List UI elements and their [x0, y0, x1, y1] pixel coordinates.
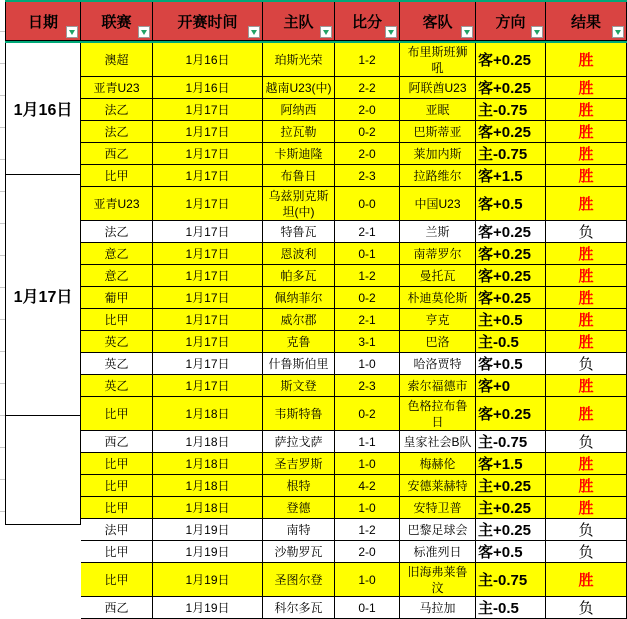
league-cell[interactable]: 比甲 [81, 541, 153, 562]
header-cell-date[interactable] [5, 2, 81, 40]
header-row [5, 2, 627, 41]
header-cell-league[interactable] [81, 2, 153, 40]
home-team-cell[interactable]: 布鲁日 [263, 165, 335, 186]
score-cell[interactable]: 2-3 [335, 375, 400, 396]
result-cell[interactable]: 胜 [546, 331, 627, 352]
left-gutter [0, 0, 5, 525]
match-row [81, 243, 627, 265]
score-cell[interactable]: 1-2 [335, 43, 400, 76]
match-row [81, 99, 627, 121]
kickoff-time-cell[interactable]: 1月17日 [153, 265, 263, 286]
score-cell[interactable]: 2-0 [335, 99, 400, 120]
kickoff-time-cell[interactable]: 1月17日 [153, 165, 263, 186]
home-team-cell[interactable]: 斯文登 [263, 375, 335, 396]
score-cell[interactable]: 2-0 [335, 143, 400, 164]
kickoff-time-cell[interactable]: 1月17日 [153, 221, 263, 242]
result-cell[interactable]: 负 [546, 519, 627, 540]
header-cell-away[interactable] [400, 2, 476, 40]
away-team-cell-line: 布里斯班狮 [407, 45, 468, 59]
score-cell[interactable]: 0-1 [335, 597, 400, 618]
score-cell[interactable]: 2-1 [335, 309, 400, 330]
league-cell[interactable]: 意乙 [81, 265, 153, 286]
handicap-direction-cell[interactable]: 主-0.75 [476, 143, 546, 164]
match-row [81, 265, 627, 287]
league-cell[interactable]: 西乙 [81, 431, 153, 452]
score-cell[interactable]: 2-2 [335, 77, 400, 98]
filter-dropdown-icon[interactable] [385, 26, 397, 38]
result-cell[interactable]: 胜 [546, 497, 627, 518]
kickoff-time-cell[interactable]: 1月17日 [153, 243, 263, 264]
away-team-cell[interactable]: 阿联酋U23 [400, 77, 476, 98]
kickoff-time-cell[interactable]: 1月18日 [153, 475, 263, 496]
handicap-direction-cell[interactable]: 客+1.5 [476, 165, 546, 186]
away-team-cell[interactable]: 中国U23 [400, 187, 476, 220]
result-cell[interactable]: 胜 [546, 165, 627, 186]
kickoff-time-cell[interactable]: 1月17日 [153, 331, 263, 352]
score-cell[interactable]: 0-2 [335, 121, 400, 142]
match-row [81, 165, 627, 187]
score-cell[interactable]: 1-1 [335, 431, 400, 452]
kickoff-time-cell[interactable]: 1月19日 [153, 597, 263, 618]
match-row [81, 563, 627, 597]
league-cell[interactable]: 西乙 [81, 597, 153, 618]
date-group-label: 1月16日 [13, 102, 73, 120]
handicap-direction-cell[interactable]: 主+0.5 [476, 309, 546, 330]
score-cell[interactable]: 1-0 [335, 453, 400, 474]
match-row [81, 475, 627, 497]
handicap-direction-cell[interactable]: 主-0.5 [476, 331, 546, 352]
away-team-cell[interactable]: 曼托瓦 [400, 265, 476, 286]
kickoff-time-cell[interactable]: 1月17日 [153, 143, 263, 164]
home-team-cell[interactable]: 什鲁斯伯里 [263, 353, 335, 374]
header-label-date: 日期 [27, 13, 58, 31]
handicap-direction-cell[interactable]: 客+0.25 [476, 243, 546, 264]
date-group-cell[interactable] [5, 175, 81, 416]
league-cell[interactable]: 澳超 [81, 43, 153, 76]
result-cell[interactable]: 胜 [546, 309, 627, 330]
league-cell[interactable]: 比甲 [81, 453, 153, 474]
header-cell-direction[interactable] [476, 2, 546, 40]
match-row [81, 541, 627, 563]
away-team-cell[interactable]: 巴斯蒂亚 [400, 121, 476, 142]
home-team-cell[interactable]: 科尔多瓦 [263, 597, 335, 618]
handicap-direction-cell[interactable]: 客+0.25 [476, 397, 546, 430]
match-row [81, 221, 627, 243]
kickoff-time-cell[interactable]: 1月17日 [153, 187, 263, 220]
chevron-down-icon [323, 30, 329, 35]
date-column [5, 43, 81, 525]
match-row [81, 187, 627, 221]
match-row [81, 353, 627, 375]
match-row [81, 121, 627, 143]
handicap-direction-cell[interactable]: 主+0.25 [476, 519, 546, 540]
match-row [81, 397, 627, 431]
league-cell[interactable]: 法乙 [81, 99, 153, 120]
score-cell[interactable]: 2-3 [335, 165, 400, 186]
away-team-cell[interactable] [400, 43, 476, 76]
handicap-direction-cell[interactable]: 主-0.75 [476, 431, 546, 452]
home-team-cell[interactable]: 萨拉戈萨 [263, 431, 335, 452]
away-team-cell-line: 色格拉布鲁 [407, 399, 468, 413]
result-cell[interactable]: 胜 [546, 143, 627, 164]
home-team-cell[interactable]: 克鲁 [263, 331, 335, 352]
header-label-direction: 方向 [495, 13, 526, 31]
match-row [81, 431, 627, 453]
handicap-direction-cell[interactable]: 客+0.25 [476, 265, 546, 286]
league-cell[interactable]: 法乙 [81, 221, 153, 242]
filter-dropdown-icon[interactable] [612, 26, 624, 38]
away-team-cell[interactable]: 标准列日 [400, 541, 476, 562]
away-team-cell-line: 日 [431, 415, 444, 429]
header-cell-result[interactable] [546, 2, 627, 40]
chevron-down-icon [251, 30, 257, 35]
score-cell[interactable]: 1-2 [335, 519, 400, 540]
result-cell[interactable]: 胜 [546, 121, 627, 142]
result-cell[interactable]: 胜 [546, 43, 627, 76]
filter-dropdown-icon[interactable] [320, 26, 332, 38]
league-cell[interactable]: 西乙 [81, 143, 153, 164]
away-team-cell-line: 吼 [431, 61, 444, 75]
home-team-cell-line: 坦(中) [282, 205, 315, 219]
league-cell[interactable]: 比甲 [81, 397, 153, 430]
home-team-cell[interactable]: 威尔郡 [263, 309, 335, 330]
league-cell[interactable]: 比甲 [81, 309, 153, 330]
home-team-cell[interactable]: 圣吉罗斯 [263, 453, 335, 474]
match-row [81, 143, 627, 165]
header-label-result: 结果 [570, 13, 601, 31]
chevron-down-icon [388, 30, 394, 35]
league-cell[interactable]: 法甲 [81, 519, 153, 540]
away-team-cell[interactable]: 梅赫伦 [400, 453, 476, 474]
match-row [81, 77, 627, 99]
score-cell[interactable]: 2-0 [335, 541, 400, 562]
away-team-cell[interactable]: 南蒂罗尔 [400, 243, 476, 264]
handicap-direction-cell[interactable]: 客+0.25 [476, 221, 546, 242]
header-cell-score[interactable] [335, 2, 400, 40]
away-team-cell-line: 旧海弗莱鲁 [407, 565, 468, 579]
header-label-home: 主队 [283, 13, 314, 31]
league-cell[interactable]: 比甲 [81, 165, 153, 186]
score-cell[interactable]: 3-1 [335, 331, 400, 352]
away-team-cell[interactable]: 皇家社会B队 [400, 431, 476, 452]
away-team-cell[interactable] [400, 397, 476, 430]
away-team-cell[interactable]: 马拉加 [400, 597, 476, 618]
away-team-cell[interactable]: 兰斯 [400, 221, 476, 242]
result-cell[interactable]: 胜 [546, 453, 627, 474]
score-cell[interactable]: 2-1 [335, 221, 400, 242]
header-label-away: 客队 [422, 13, 453, 31]
home-team-cell[interactable]: 卡斯迪隆 [263, 143, 335, 164]
result-cell[interactable]: 胜 [546, 77, 627, 98]
league-cell[interactable]: 亚青U23 [81, 187, 153, 220]
kickoff-time-cell[interactable]: 1月17日 [153, 99, 263, 120]
header-label-score: 比分 [351, 13, 382, 31]
filter-dropdown-icon[interactable] [66, 26, 78, 38]
home-team-cell[interactable]: 佩纳菲尔 [263, 287, 335, 308]
away-team-cell[interactable]: 莱加内斯 [400, 143, 476, 164]
home-team-cell[interactable]: 帕多瓦 [263, 265, 335, 286]
league-cell[interactable]: 比甲 [81, 475, 153, 496]
away-team-cell[interactable]: 巴黎足球会 [400, 519, 476, 540]
score-cell[interactable]: 4-2 [335, 475, 400, 496]
score-cell[interactable]: 1-0 [335, 353, 400, 374]
home-team-cell[interactable]: 圣图尔登 [263, 563, 335, 596]
handicap-direction-cell[interactable]: 主+0.25 [476, 475, 546, 496]
handicap-direction-cell[interactable]: 主-0.5 [476, 597, 546, 618]
home-team-cell[interactable]: 南特 [263, 519, 335, 540]
home-team-cell[interactable]: 珀斯光荣 [263, 43, 335, 76]
home-team-cell[interactable]: 恩波利 [263, 243, 335, 264]
handicap-direction-cell[interactable]: 客+0.5 [476, 353, 546, 374]
result-cell[interactable]: 负 [546, 431, 627, 452]
result-cell[interactable]: 胜 [546, 243, 627, 264]
score-cell[interactable]: 1-2 [335, 265, 400, 286]
header-label-time: 开赛时间 [177, 13, 238, 31]
away-team-cell[interactable]: 安德莱赫特 [400, 475, 476, 496]
away-team-cell[interactable]: 亚眠 [400, 99, 476, 120]
chevron-down-icon [464, 30, 470, 35]
score-cell[interactable]: 0-0 [335, 187, 400, 220]
score-cell[interactable]: 0-2 [335, 287, 400, 308]
home-team-cell[interactable]: 特鲁瓦 [263, 221, 335, 242]
league-cell[interactable]: 英乙 [81, 353, 153, 374]
handicap-direction-cell[interactable]: 主+0.25 [476, 497, 546, 518]
result-cell[interactable]: 胜 [546, 187, 627, 220]
handicap-direction-cell[interactable]: 客+1.5 [476, 453, 546, 474]
league-cell[interactable]: 葡甲 [81, 287, 153, 308]
result-cell[interactable]: 负 [546, 597, 627, 618]
match-row [81, 497, 627, 519]
result-cell[interactable]: 胜 [546, 99, 627, 120]
handicap-direction-cell[interactable]: 客+0.25 [476, 43, 546, 76]
handicap-direction-cell[interactable]: 客+0.25 [476, 77, 546, 98]
league-cell[interactable]: 比甲 [81, 563, 153, 596]
result-cell[interactable]: 负 [546, 541, 627, 562]
kickoff-time-cell[interactable]: 1月17日 [153, 309, 263, 330]
kickoff-time-cell[interactable]: 1月18日 [153, 431, 263, 452]
filter-dropdown-icon[interactable] [138, 26, 150, 38]
kickoff-time-cell[interactable]: 1月19日 [153, 541, 263, 562]
date-group-label: 1月17日 [13, 288, 73, 306]
filter-dropdown-icon[interactable] [531, 26, 543, 38]
kickoff-time-cell[interactable]: 1月18日 [153, 453, 263, 474]
header-cell-home[interactable] [263, 2, 335, 40]
match-row [81, 375, 627, 397]
match-row [81, 287, 627, 309]
away-team-cell[interactable]: 亨克 [400, 309, 476, 330]
match-row [81, 597, 627, 619]
home-team-cell[interactable]: 韦斯特鲁 [263, 397, 335, 430]
filter-dropdown-icon[interactable] [461, 26, 473, 38]
kickoff-time-cell[interactable]: 1月16日 [153, 43, 263, 76]
chevron-down-icon [534, 30, 540, 35]
handicap-direction-cell[interactable]: 主-0.75 [476, 99, 546, 120]
handicap-direction-cell[interactable]: 客+0 [476, 375, 546, 396]
handicap-direction-cell[interactable]: 主-0.75 [476, 563, 546, 596]
away-team-cell[interactable]: 索尔福德市 [400, 375, 476, 396]
away-team-cell[interactable]: 安特卫普 [400, 497, 476, 518]
handicap-direction-cell[interactable]: 客+0.5 [476, 541, 546, 562]
away-team-cell-line: 汶 [431, 581, 444, 595]
league-cell[interactable]: 英乙 [81, 331, 153, 352]
score-cell[interactable]: 1-0 [335, 497, 400, 518]
handicap-direction-cell[interactable]: 客+0.25 [476, 287, 546, 308]
kickoff-time-cell[interactable]: 1月18日 [153, 397, 263, 430]
match-row [81, 331, 627, 353]
home-team-cell[interactable]: 登德 [263, 497, 335, 518]
score-cell[interactable]: 1-0 [335, 563, 400, 596]
away-team-cell[interactable]: 哈洛贾特 [400, 353, 476, 374]
kickoff-time-cell[interactable]: 1月19日 [153, 519, 263, 540]
away-team-cell[interactable] [400, 563, 476, 596]
away-team-cell[interactable]: 朴迪莫伦斯 [400, 287, 476, 308]
result-cell[interactable]: 胜 [546, 563, 627, 596]
away-team-cell[interactable]: 拉路维尔 [400, 165, 476, 186]
league-cell[interactable]: 意乙 [81, 243, 153, 264]
handicap-direction-cell[interactable]: 客+0.25 [476, 121, 546, 142]
kickoff-time-cell[interactable]: 1月18日 [153, 497, 263, 518]
match-row [81, 309, 627, 331]
league-cell[interactable]: 法乙 [81, 121, 153, 142]
match-row [81, 453, 627, 475]
home-team-cell[interactable] [263, 187, 335, 220]
result-cell[interactable]: 胜 [546, 265, 627, 286]
result-cell[interactable]: 负 [546, 221, 627, 242]
header-label-league: 联赛 [101, 13, 132, 31]
match-row [81, 519, 627, 541]
kickoff-time-cell[interactable]: 1月17日 [153, 353, 263, 374]
kickoff-time-cell[interactable]: 1月17日 [153, 287, 263, 308]
match-row [81, 43, 627, 77]
filter-dropdown-icon[interactable] [248, 26, 260, 38]
table-body [5, 43, 627, 617]
result-cell[interactable]: 负 [546, 353, 627, 374]
kickoff-time-cell[interactable]: 1月16日 [153, 77, 263, 98]
header-cell-time[interactable] [153, 2, 263, 40]
kickoff-time-cell[interactable]: 1月17日 [153, 375, 263, 396]
away-team-cell[interactable]: 巴洛 [400, 331, 476, 352]
result-cell[interactable]: 胜 [546, 475, 627, 496]
chevron-down-icon [615, 30, 621, 35]
league-cell[interactable]: 比甲 [81, 497, 153, 518]
chevron-down-icon [69, 30, 75, 35]
result-cell[interactable]: 胜 [546, 397, 627, 430]
home-team-cell[interactable]: 越南U23(中) [263, 77, 335, 98]
date-group-cell[interactable] [5, 43, 81, 175]
rows-container [81, 43, 627, 617]
kickoff-time-cell[interactable]: 1月17日 [153, 121, 263, 142]
result-cell[interactable]: 胜 [546, 375, 627, 396]
chevron-down-icon [141, 30, 147, 35]
result-cell[interactable]: 胜 [546, 287, 627, 308]
home-team-cell[interactable]: 拉瓦勒 [263, 121, 335, 142]
league-cell[interactable]: 英乙 [81, 375, 153, 396]
date-group-cell[interactable] [5, 416, 81, 525]
score-cell[interactable]: 0-2 [335, 397, 400, 430]
score-cell[interactable]: 0-1 [335, 243, 400, 264]
home-team-cell[interactable]: 阿纳西 [263, 99, 335, 120]
kickoff-time-cell[interactable]: 1月19日 [153, 563, 263, 596]
home-team-cell[interactable]: 沙勒罗瓦 [263, 541, 335, 562]
home-team-cell[interactable]: 根特 [263, 475, 335, 496]
league-cell[interactable]: 亚青U23 [81, 77, 153, 98]
home-team-cell-line: 乌兹别克斯 [268, 189, 329, 203]
handicap-direction-cell[interactable]: 客+0.5 [476, 187, 546, 220]
